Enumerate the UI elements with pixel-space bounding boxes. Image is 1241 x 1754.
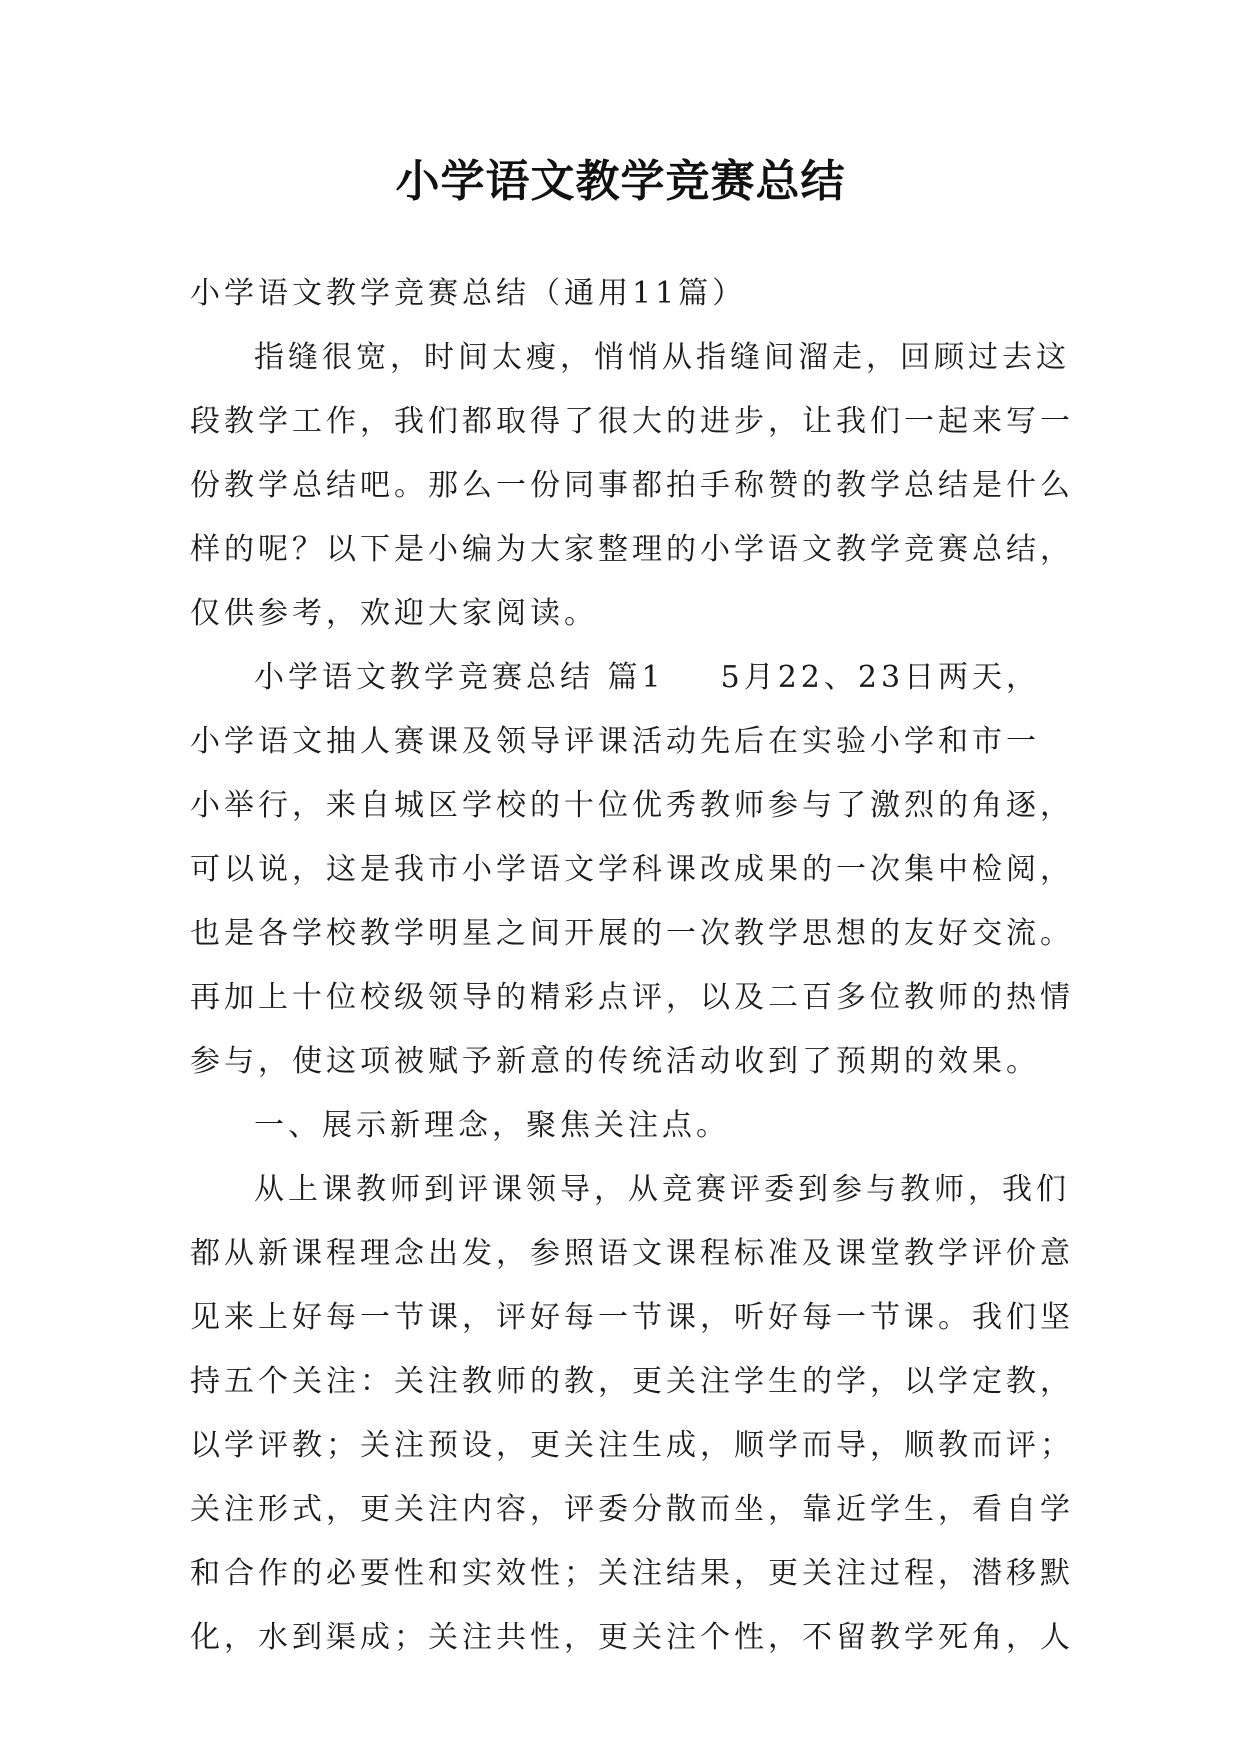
paragraph-line: 份教学总结吧。那么一份同事都拍手称赞的教学总结是什么 (190, 468, 1074, 503)
paragraph-line: 段教学工作，我们都取得了很大的进步，让我们一起来写一 (190, 404, 1074, 439)
paragraph-line: 参与，使这项被赋予新意的传统活动收到了预期的效果。 (190, 1044, 1040, 1079)
paragraph-line: 关注形式，更关注内容，评委分散而坐，靠近学生，看自学 (190, 1492, 1074, 1527)
document-body (190, 262, 1074, 1670)
subheading-line: 一、展示新理念，聚焦关注点。 (254, 1108, 730, 1143)
paragraph-line: 都从新课程理念出发，参照语文课程标准及课堂教学评价意 (190, 1236, 1074, 1271)
paragraph-line: 可以说，这是我市小学语文学科课改成果的一次集中检阅， (190, 852, 1074, 887)
subtitle-line: 小学语文教学竞赛总结（通用11篇） (190, 276, 747, 311)
paragraph-line: 再加上十位校级领导的精彩点评，以及二百多位教师的热情 (190, 980, 1074, 1015)
paragraph-line: 见来上好每一节课，评好每一节课，听好每一节课。我们坚 (190, 1300, 1074, 1335)
paragraph-line: 和合作的必要性和实效性；关注结果，更关注过程，潜移默 (190, 1556, 1074, 1591)
paragraph-line: 以学评教；关注预设，更关注生成，顺学而导，顺教而评； (190, 1428, 1074, 1463)
paragraph-line: 也是各学校教学明星之间开展的一次教学思想的友好交流。 (190, 916, 1074, 951)
paragraph-line: 小学语文抽人赛课及领导评课活动先后在实验小学和市一 (190, 724, 1040, 759)
paragraph-line: 仅供参考，欢迎大家阅读。 (190, 596, 598, 631)
paragraph-line: 小举行，来自城区学校的十位优秀教师参与了激烈的角逐， (190, 788, 1074, 823)
section-heading-line (190, 646, 1070, 710)
section-heading: 小学语文教学竞赛总结 篇1 (254, 660, 665, 695)
paragraph-line: 持五个关注：关注教师的教，更关注学生的学，以学定教， (190, 1364, 1074, 1399)
paragraph-line: 从上课教师到评课领导，从竞赛评委到参与教师，我们 (254, 1172, 1070, 1207)
paragraph-line: 样的呢？以下是小编为大家整理的小学语文教学竞赛总结， (190, 532, 1074, 567)
document-title: 小学语文教学竞赛总结 (395, 156, 846, 207)
section-date-text: 5月22、23日两天， (720, 660, 1041, 695)
paragraph-line: 指缝很宽，时间太瘦，悄悄从指缝间溜走，回顾过去这 (254, 340, 1070, 375)
paragraph-line: 化，水到渠成；关注共性，更关注个性，不留教学死角，人 (190, 1620, 1074, 1655)
